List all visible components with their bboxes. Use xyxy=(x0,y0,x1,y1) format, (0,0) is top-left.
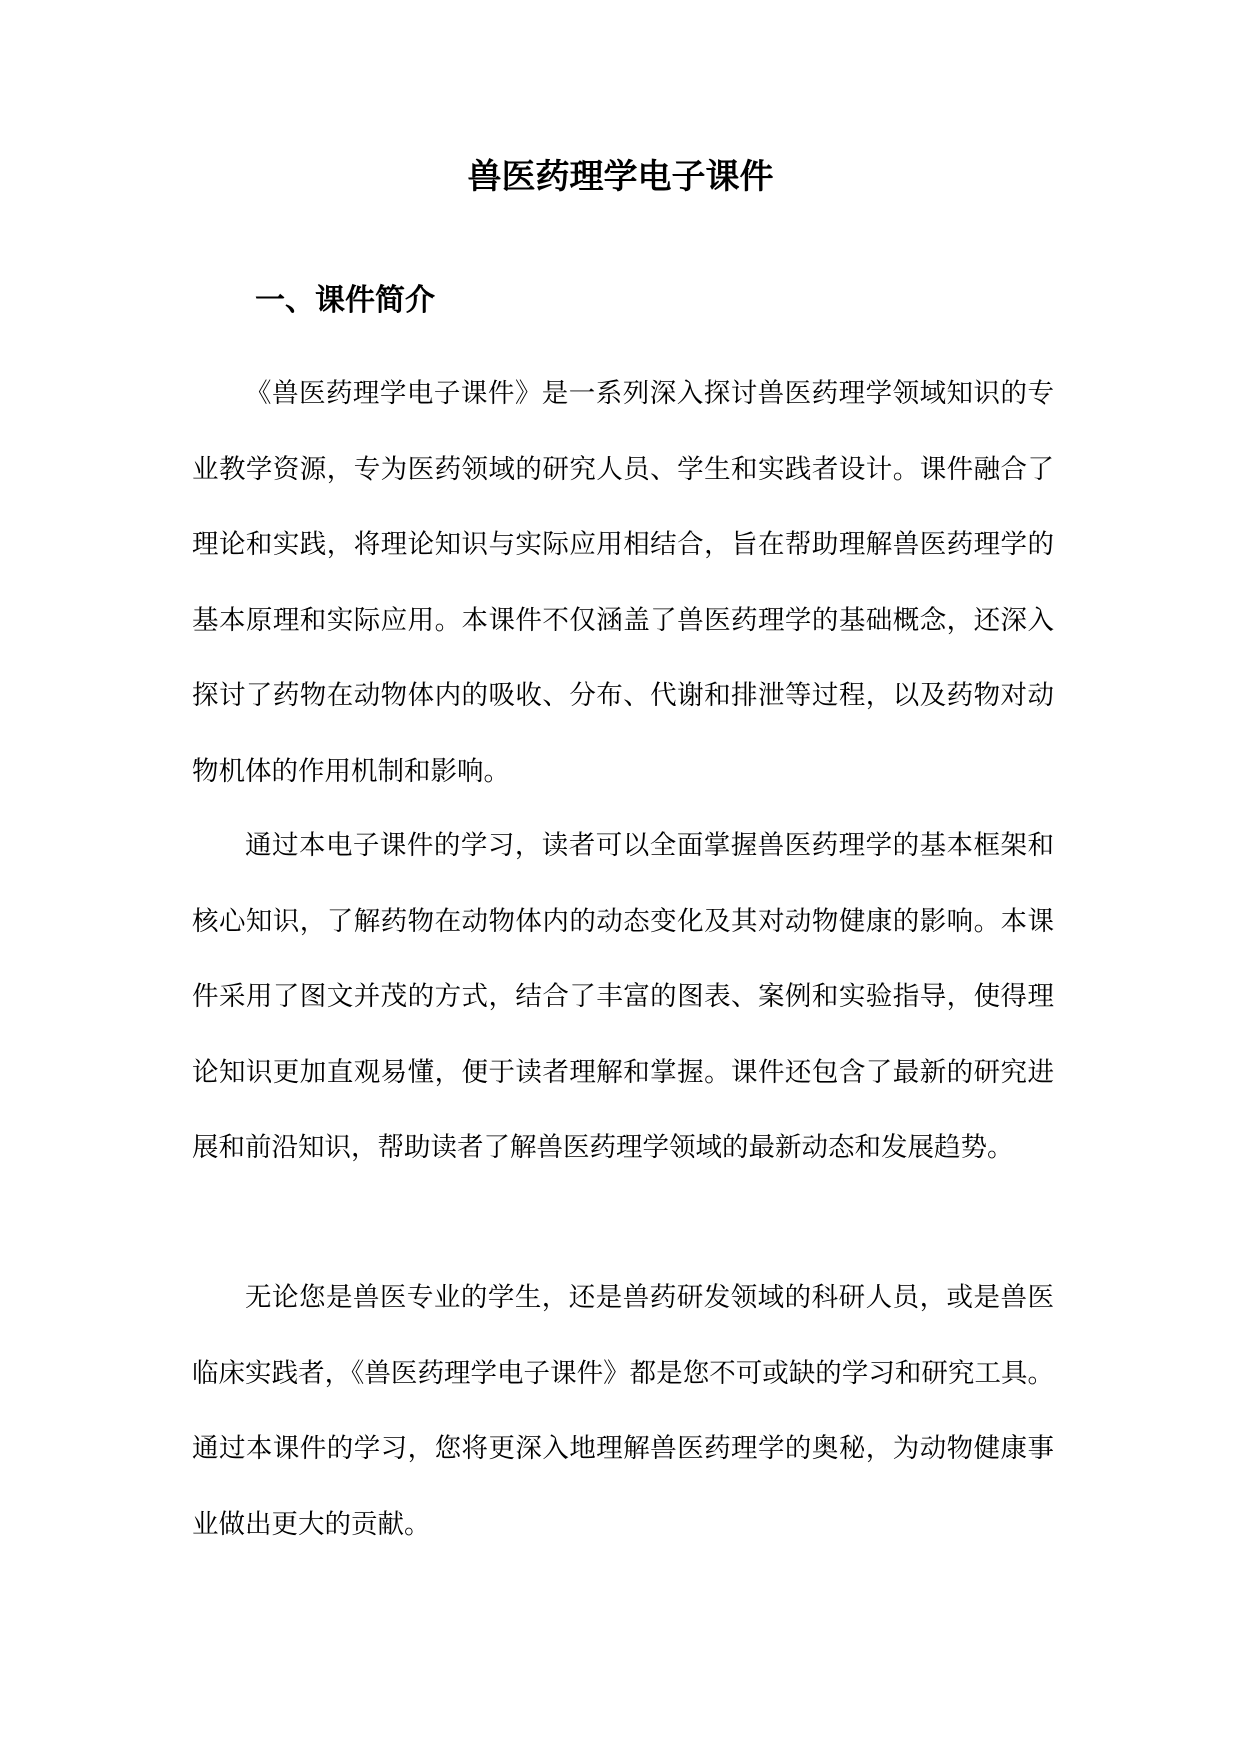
section-heading: 一、课件简介 xyxy=(255,283,435,318)
paragraph-audience: 无论您是兽医专业的学生，还是兽药研发领域的科研人员，或是兽医临床实践者，《兽医药理学电子课件》都是您不可或缺的学习和研究工具。通过本课件的学习，您将更深入地理解兽医药理学的奥秘，为动物健康事业做出更大的贡献。 xyxy=(192,1282,1054,1540)
document-title: 兽医药理学电子课件 xyxy=(467,157,774,197)
paragraph-intro: 《兽医药理学电子课件》是一系列深入探讨兽医药理学领域知识的专业教学资源，专为医药领域的研究人员、学生和实践者设计。课件融合了理论和实践，将理论知识与实际应用相结合，旨在帮助理解兽医药理学的基本原理和实际应用。本课件不仅涵盖了兽医药理学的基础概念，还深入探讨了药物在动物体内的吸收、分布、代谢和排泄等过程，以及药物对动物机体的作用机制和影响。 xyxy=(192,378,1054,787)
paragraph-learning: 通过本电子课件的学习，读者可以全面掌握兽医药理学的基本框架和核心知识，了解药物在动物体内的动态变化及其对动物健康的影响。本课件采用了图文并茂的方式，结合了丰富的图表、案例和实验指导，使得理论知识更加直观易懂，便于读者理解和掌握。课件还包含了最新的研究进展和前沿知识，帮助读者了解兽医药理学领域的最新动态和发展趋势。 xyxy=(192,830,1054,1163)
